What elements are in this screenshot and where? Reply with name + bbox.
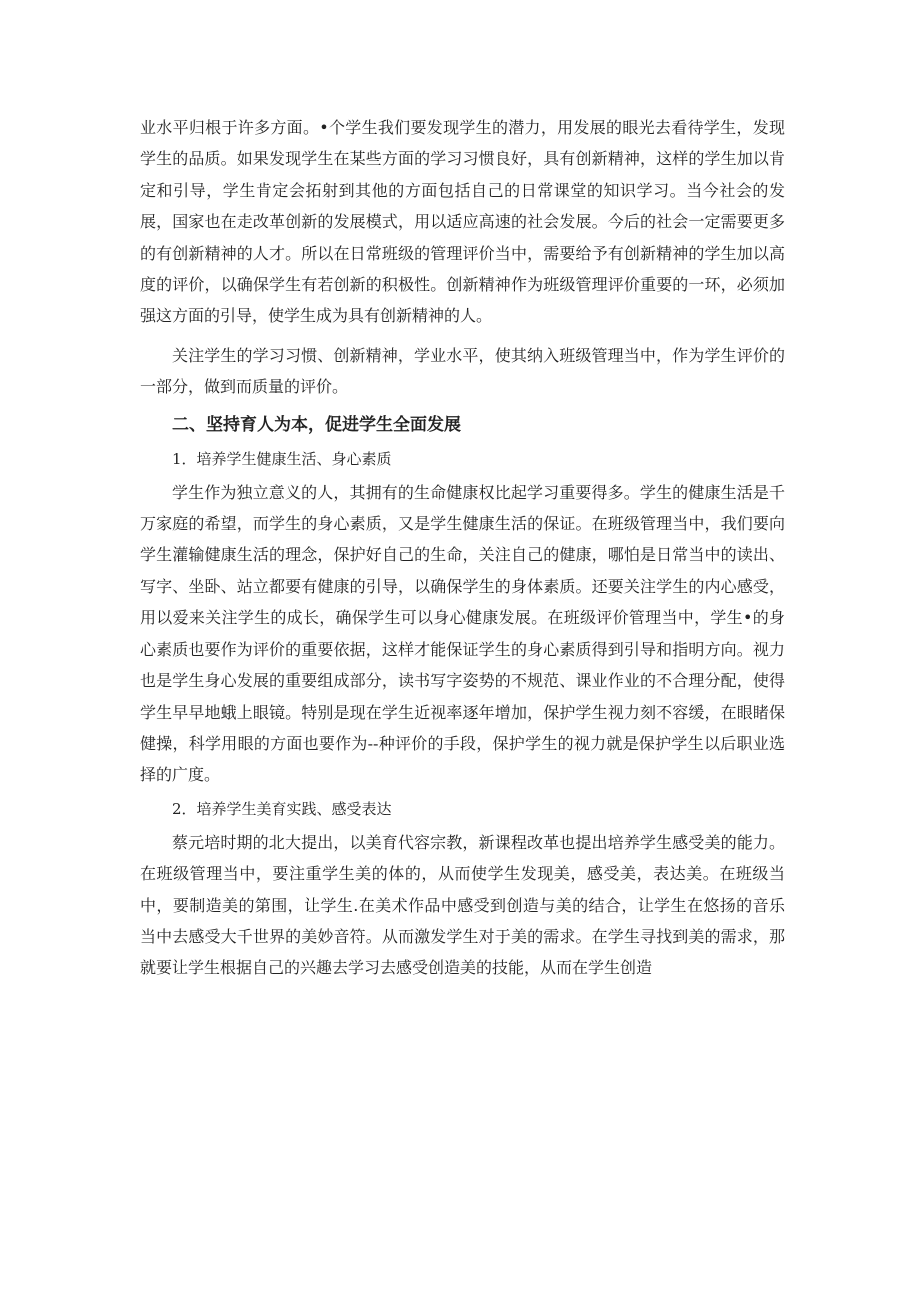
paragraph-1: 业水平归根于许多方面。•个学生我们要发现学生的潜力，用发展的眼光去看待学生，发现学生的品质。如果发现学生在某些方面的学习习惯良好，具有创新精神，这样的学生加以肯定和引导，学生肯定会拓射到其他的方面包括自己的日常课堂的知识学习。当今社会的发展，国家也在走改革创新的发展模式，用以适应高速的社会发展。今后的社会一定需要更多的有创新精神的人才。所以在日常班级的管理评价当中，需要给予有创新精神的学生加以高度的评价，以确保学生有若创新的积极性。创新精神作为班级管理评价重要的一环，必须加强这方面的引导，使学生成为具有创新精神的人。 — [140, 118, 785, 326]
subheading-2: 2．培养学生美育实践、感受表达 — [172, 799, 392, 818]
document-body — [140, 112, 785, 984]
paragraph-4: 蔡元培时期的北大提出，以美育代容宗教，新课程改革也提出培养学生感受美的能力。在班级管理当中，要注重学生美的体的，从而使学生发现美，感受美，表达美。在班级当中，要制造美的第围，让学生.在美术作品中感受到创造与美的结合，让学生在悠扬的音乐当中去感受大千世界的美妙音符。从而激发学生对于美的需求。在学生寻找到美的需求，那就要让学生根据自己的兴趣去学习去感受创造美的技能，从而在学生创造 — [140, 832, 785, 978]
paragraph-3: 学生作为独立意义的人，其拥有的生命健康权比起学习重要得多。学生的健康生活是千万家庭的希望，而学生的身心素质，又是学生健康生活的保证。在班级管理当中，我们要向学生灌输健康生活的理念，保护好自己的生命，关注自己的健康，哪怕是日常当中的读出、写字、坐卧、站立都要有健康的引导，以确保学生的身体素质。还要关注学生的内心感受，用以爱来关注学生的成长，确保学生可以身心健康发展。在班级评价管理当中，学生•的身心素质也要作为评价的重要依据，这样才能保证学生的身心素质得到引导和指明方向。视力也是学生身心发展的重要组成部分，读书写字姿势的不规范、课业作业的不合理分配，使得学生早早地蛾上眼镜。特别是现在学生近视率逐年增加，保护学生视力刻不容缓，在眼睹保健操，科学用眼的方面也要作为--种评价的手段，保护学生的视力就是保护学生以后职业选择的广度。 — [140, 482, 785, 785]
paragraph-gap — [140, 332, 785, 340]
subheading-1: 1．培养学生健康生活、身心素质 — [172, 449, 392, 468]
section-heading-2: 二、坚持育人为本，促进学生全面发展 — [172, 414, 461, 435]
paragraph-2: 关注学生的学习习惯、创新精神，学业水平，使其纳入班级管理当中，作为学生评价的一部分，做到而质量的评价。 — [140, 345, 785, 397]
